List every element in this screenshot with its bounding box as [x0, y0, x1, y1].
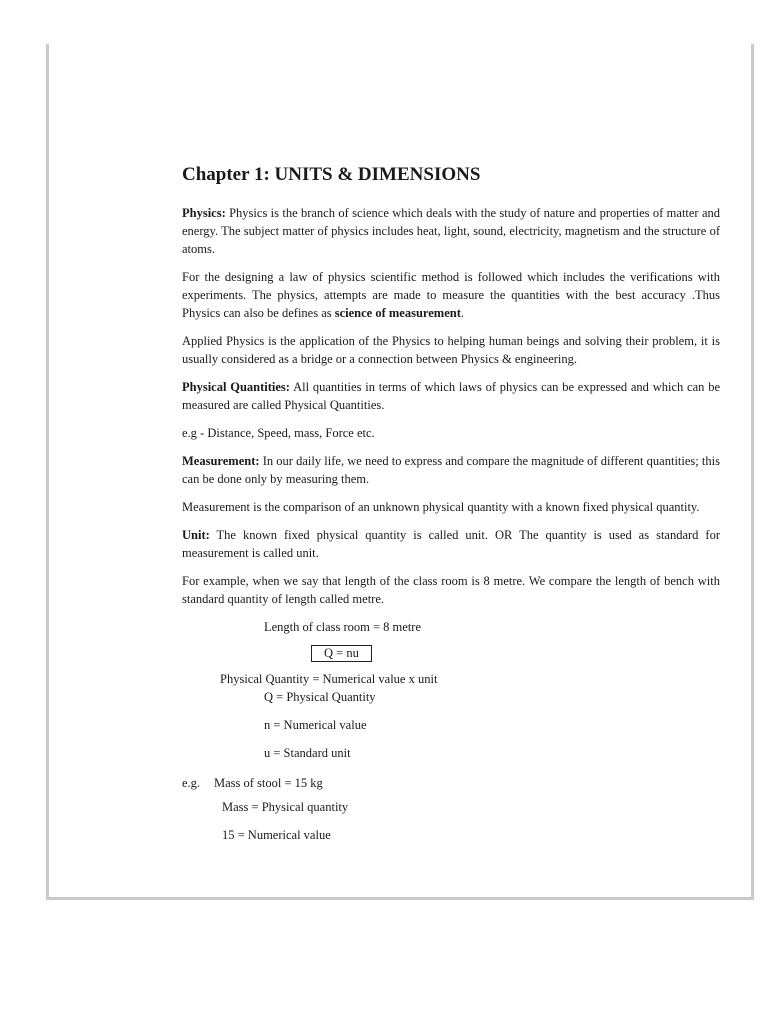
equation-u: u = Standard unit [264, 746, 351, 760]
term-physics: Physics: [182, 206, 226, 220]
measurement-definition: In our daily life, we need to express and compare the magnitude of different quantities; this can be done only by measuring them. [182, 454, 720, 486]
term-unit: Unit: [182, 528, 210, 542]
paragraph-example: For example, when we say that length of the class room is 8 metre. We compare the length of bench with standard quantity of length called metre. [182, 574, 720, 606]
example-mass [182, 774, 720, 792]
boxed-formula: Q = nu [311, 645, 372, 662]
unit-definition: The known fixed physical quantity is called unit. OR The quantity is used as standard for measurement is called unit. [182, 528, 720, 560]
example-numerical-value: 15 = Numerical value [222, 828, 331, 842]
paragraph-physics [182, 204, 720, 258]
example-label: e.g. [182, 776, 201, 790]
paragraph-measurement-comparison: Measurement is the comparison of an unknown physical quantity with a known fixed physical quantity. [182, 500, 700, 514]
paragraph-scientific-method [182, 268, 720, 322]
example-mass-quantity: Mass = Physical quantity [222, 800, 349, 814]
term-physical-quantities: Physical Quantities: [182, 380, 290, 394]
page-content [182, 164, 720, 844]
equation-physical-quantity: Physical Quantity = Numerical value x unit [220, 672, 438, 686]
chapter-title: Chapter 1: UNITS & DIMENSIONS [182, 164, 481, 185]
science-of-measurement: science of measurement [334, 306, 461, 320]
boxed-formula-wrap [311, 644, 720, 662]
paragraph-measurement [182, 452, 720, 488]
equation-q: Q = Physical Quantity [264, 690, 376, 704]
physics-definition: Physics is the branch of science which deals with the study of nature and properties of matter and energy. The subject matter of physics includes heat, light, sound, electricity, magnetism and the structure of atoms. [182, 206, 720, 256]
period: . [460, 306, 464, 320]
paragraph-applied-physics: Applied Physics is the application of the Physics to helping human beings and solving their problem, it is usually considered as a bridge or a connection between Physics & engineering. [182, 334, 720, 366]
paragraph-physical-quantities [182, 378, 720, 414]
physical-quantities-definition: All quantities in terms of which laws of physics can be expressed and which can be measured are called Physical Quantities. [182, 380, 720, 412]
document-page [46, 44, 754, 900]
paragraph-unit [182, 526, 720, 562]
equation-length: Length of class room = 8 metre [264, 620, 422, 634]
equation-n: n = Numerical value [264, 718, 367, 732]
mass-of-stool: Mass of stool = 15 kg [214, 776, 323, 790]
scientific-method-text: For the designing a law of physics scientific method is followed which includes the verifications with experiments. The physics, attempts are made to measure the quantities with the best accuracy .Thus Physics can also be defines as [182, 270, 720, 320]
term-measurement: Measurement: [182, 454, 260, 468]
paragraph-examples: e.g - Distance, Speed, mass, Force etc. [182, 426, 375, 440]
